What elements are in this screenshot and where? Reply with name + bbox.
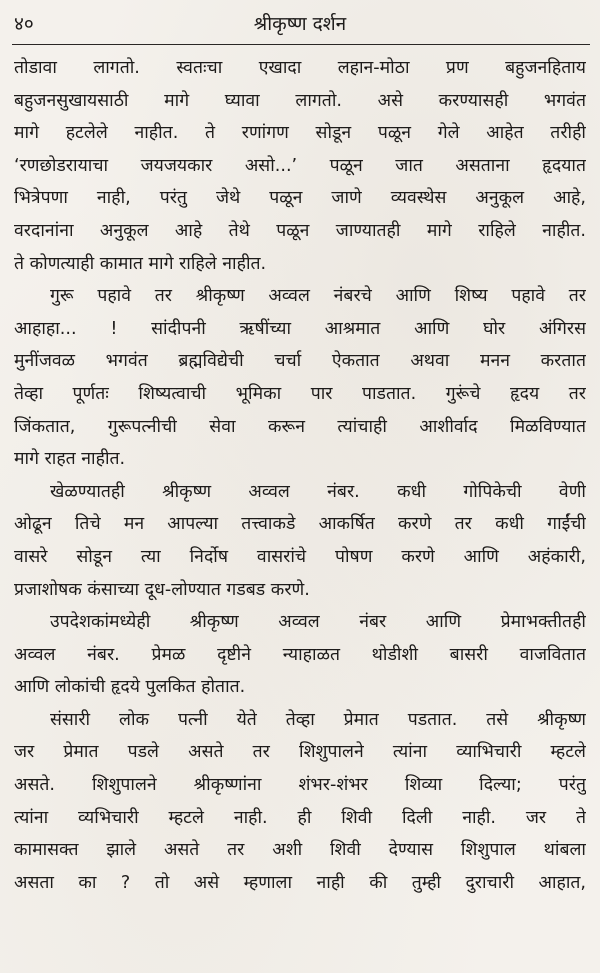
text-line: तेव्हा पूर्णतः शिष्यत्वाची भूमिका पार पाडतात. गुरूंचे हृदय तर [14, 383, 586, 404]
text-line: मुनींजवळ भगवंत ब्रह्मविद्येची चर्चा ऐकतात अथवा मनन करतात [14, 351, 586, 372]
body-text [14, 52, 586, 899]
text-line: वरदानांना अनुकूल आहे तेथे पळून जाण्यातही मागे राहिले नाहीत. [14, 220, 586, 241]
text-line: असता का ? तो असे म्हणाला नाही की तुम्ही दुराचारी आहात, [14, 872, 586, 893]
text-line: मागे हटलेले नाहीत. ते रणांगण सोडून पळून गेले आहेत तरीही [14, 123, 586, 144]
text-line: भित्रेपणा नाही, परंतु जेथे पळून जाणे व्यवस्थेस अनुकूल आहे, [14, 188, 586, 209]
text-line: कामासक्त झाले असते तर अशी शिवी देण्यास शिशुपाल थांबला [14, 840, 586, 861]
paragraph-first-line: संसारी लोक पत्नी येते तेव्हा प्रेमात पडतात. तसे श्रीकृष्ण [50, 709, 586, 730]
text-line: जर प्रेमात पडले असते तर शिशुपालने त्यांना व्याभिचारी म्हटले [14, 742, 586, 763]
text-line: त्यांना व्यभिचारी म्हटले नाही. ही शिवी दिली नाही. जर ते [14, 807, 586, 828]
text-line: प्रजाशोषक कंसाच्या दूध-लोण्यात गडबड करणे. [14, 579, 310, 600]
text-line: बहुजनसुखायसाठी मागे घ्यावा लागतो. असे करण्यासही भगवंत [14, 90, 586, 111]
paragraph-first-line: खेळण्यातही श्रीकृष्ण अव्वल नंबर. कधी गोपिकेची वेणी [50, 481, 586, 502]
text-line: ओढून तिचे मन आपल्या तत्त्वाकडे आकर्षित करणे तर कधी गाईंची [14, 514, 586, 535]
text-line: तोडावा लागतो. स्वतःचा एखादा लहान-मोठा प्रण बहुजनहिताय [14, 58, 586, 78]
page-number: ४० [14, 13, 34, 35]
running-title: श्रीकृष्ण दर्शन [253, 13, 347, 35]
text-line: आहाहा... ! सांदीपनी ऋषींच्या आश्रमात आणि घोर अंगिरस [14, 318, 586, 339]
header-rule [12, 44, 590, 45]
text-line: मागे राहत नाहीत. [14, 449, 126, 470]
text-line: वासरे सोडून त्या निर्दोष वासरांचे पोषण करणे आणि अहंकारी, [14, 546, 586, 567]
paragraph-first-line: गुरू पहावे तर श्रीकृष्ण अव्वल नंबरचे आणि शिष्य पहावे तर [50, 286, 586, 307]
text-line: आणि लोकांची हृदये पुलकित होतात. [14, 677, 246, 698]
page-header [12, 6, 588, 40]
text-line: अव्वल नंबर. प्रेमळ दृष्टीने न्याहाळत थोडीशी बासरी वाजवितात [14, 644, 586, 665]
text-line: जिंकतात, गुरूपत्नीची सेवा करून त्यांचाही आशीर्वाद मिळविण्यात [14, 416, 586, 437]
paragraph-first-line: उपदेशकांमध्येही श्रीकृष्ण अव्वल नंबर आणि प्रेमाभक्तीतही [50, 612, 586, 633]
text-line: ते कोणत्याही कामात मागे राहिले नाहीत. [14, 253, 267, 274]
text-line: असते. शिशुपालने श्रीकृष्णांना शंभर-शंभर शिव्या दिल्या; परंतु [14, 775, 586, 796]
text-line: ‘रणछोडरायाचा जयजयकार असो...’ पळून जात असताना हृदयात [14, 155, 586, 176]
